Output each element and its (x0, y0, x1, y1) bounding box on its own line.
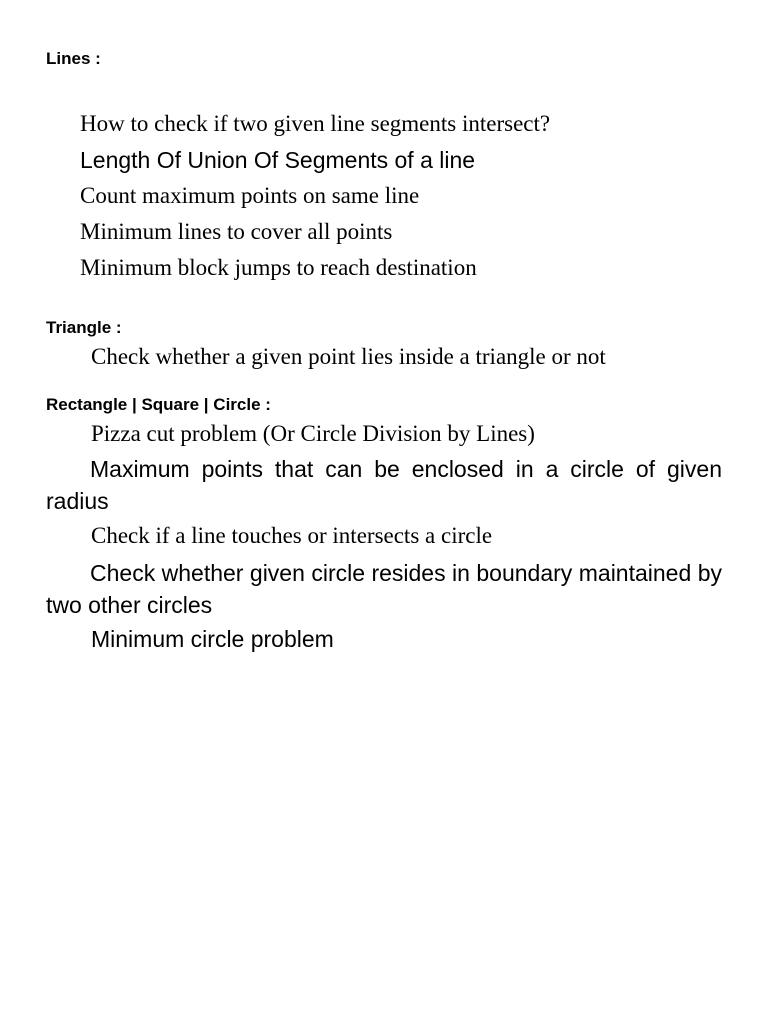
max-points-circle-item: Maximum points that can be enclosed in a circle of given radius (46, 456, 722, 514)
point-in-triangle-item: Check whether a given point lies inside a triangle or not (91, 344, 606, 369)
line-segments-intersect-item: How to check if two given line segments intersect? (80, 111, 551, 136)
length-of-union-item: Length Of Union Of Segments of a line (80, 147, 476, 173)
lines-heading: Lines : (46, 49, 101, 68)
triangle-heading: Triangle : (46, 318, 122, 337)
line-touches-circle-item: Check if a line touches or intersects a circle (91, 523, 493, 548)
minimum-block-jumps-item: Minimum block jumps to reach destination (80, 255, 477, 280)
shapes-heading: Rectangle | Square | Circle : (46, 395, 271, 414)
minimum-lines-item: Minimum lines to cover all points (80, 219, 393, 244)
pizza-cut-item: Pizza cut problem (Or Circle Division by Lines) (91, 421, 535, 446)
minimum-circle-item: Minimum circle problem (91, 626, 334, 652)
count-max-points-item: Count maximum points on same line (80, 183, 420, 208)
circle-in-boundary-item: Check whether given circle resides in boundary maintained by two other circles (46, 560, 722, 618)
